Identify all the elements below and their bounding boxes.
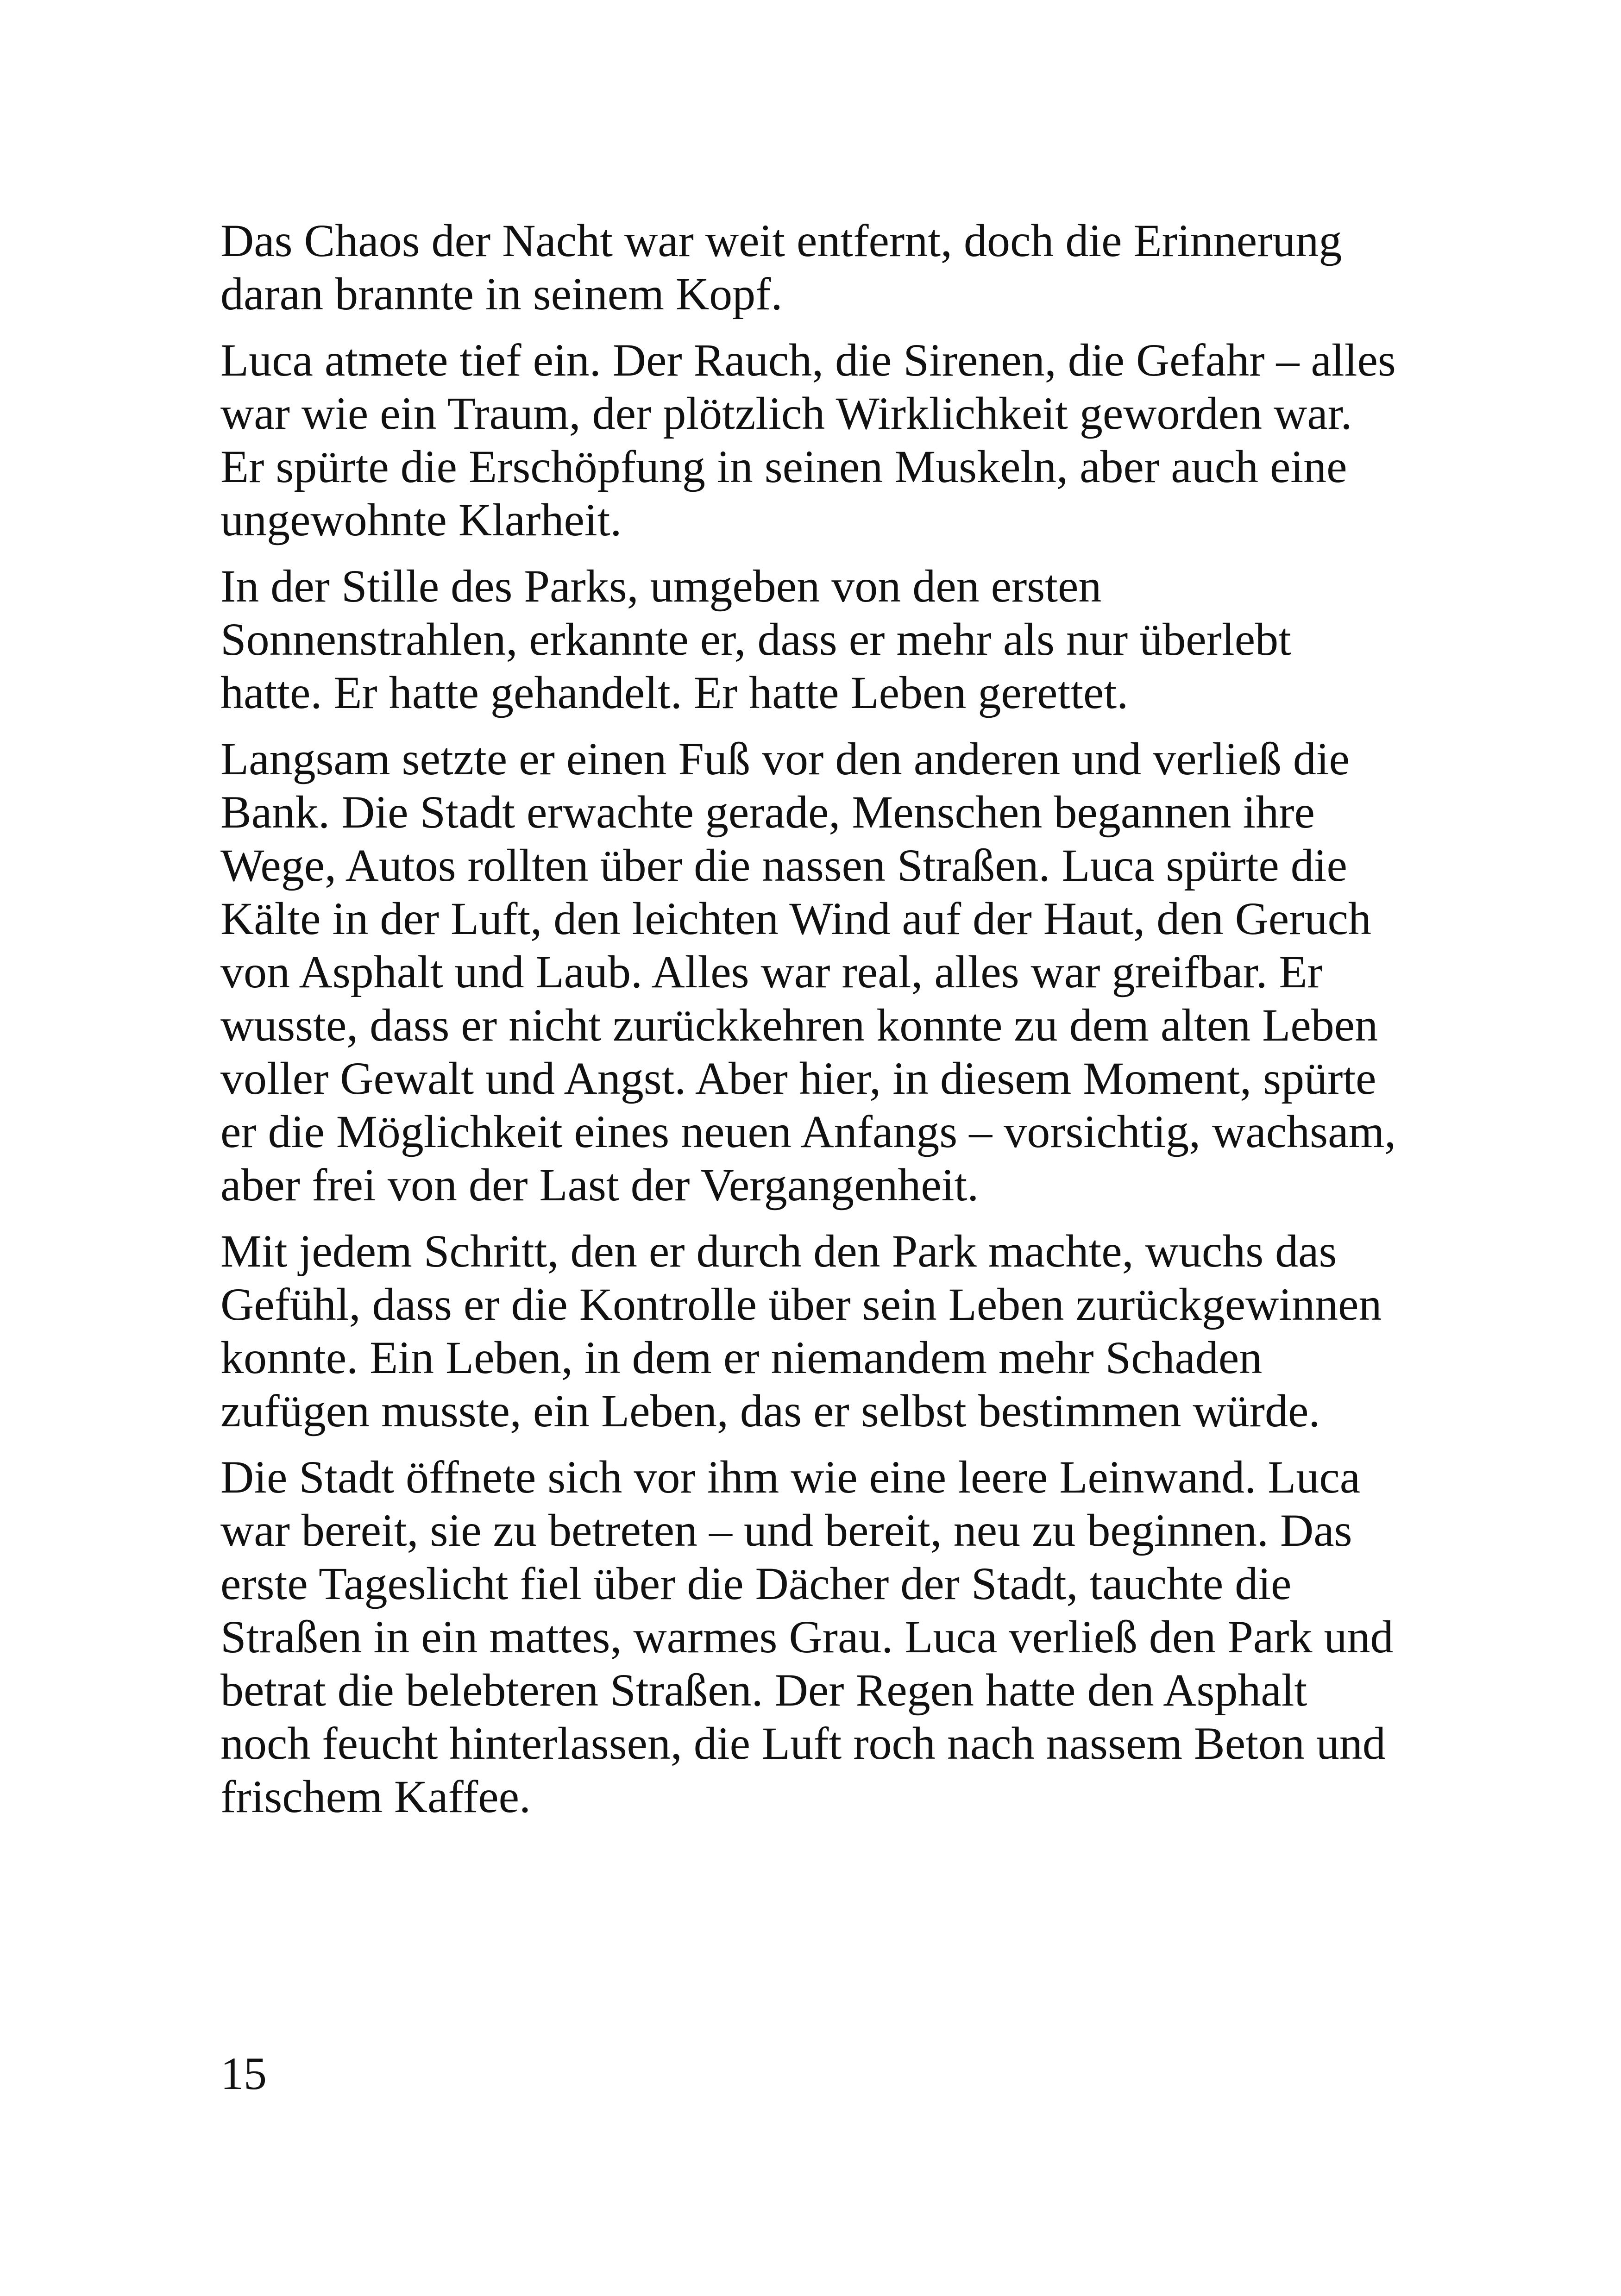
- text-line: betrat die belebteren Straßen. Der Regen hatte den Asphalt: [220, 1664, 1307, 1716]
- paragraph: [220, 1450, 1415, 1823]
- text-line: noch feucht hinterlassen, die Luft roch nach nassem Beton und: [220, 1718, 1386, 1769]
- text-line: Kälte in der Luft, den leichten Wind auf der Haut, den Geruch: [220, 893, 1371, 944]
- paragraph: [220, 214, 1415, 320]
- text-line: war bereit, sie zu betreten – und bereit, neu zu beginnen. Das: [220, 1505, 1352, 1556]
- text-line: aber frei von der Last der Vergangenheit.: [220, 1159, 979, 1211]
- text-line: erste Tageslicht fiel über die Dächer der Stadt, tauchte die: [220, 1558, 1292, 1609]
- paragraph: [220, 559, 1415, 719]
- text-line: frischem Kaffee.: [220, 1771, 531, 1822]
- page-number: 15: [220, 2048, 267, 2099]
- paragraph: [220, 333, 1415, 546]
- text-line: Bank. Die Stadt erwachte gerade, Menschen begannen ihre: [220, 786, 1315, 838]
- text-line: Gefühl, dass er die Kontrolle über sein Leben zurückgewinnen: [220, 1279, 1382, 1330]
- text-line: voller Gewalt und Angst. Aber hier, in diesem Moment, spürte: [220, 1053, 1376, 1104]
- text-line: daran brannte in seinem Kopf.: [220, 268, 783, 320]
- text-line: konnte. Ein Leben, in dem er niemandem mehr Schaden: [220, 1332, 1263, 1383]
- paragraph: [220, 1224, 1415, 1437]
- text-line: wusste, dass er nicht zurückkehren konnte zu dem alten Leben: [220, 999, 1378, 1051]
- paragraph: [220, 732, 1415, 1211]
- text-line: hatte. Er hatte gehandelt. Er hatte Leben gerettet.: [220, 667, 1129, 718]
- text-line: Sonnenstrahlen, erkannte er, dass er mehr als nur überlebt: [220, 614, 1291, 665]
- text-line: Das Chaos der Nacht war weit entfernt, doch die Erinnerung: [220, 215, 1342, 266]
- text-line: Die Stadt öffnete sich vor ihm wie eine leere Leinwand. Luca: [220, 1451, 1361, 1503]
- text-line: von Asphalt und Laub. Alles war real, alles war greifbar. Er: [220, 946, 1323, 997]
- text-line: Er spürte die Erschöpfung in seinen Muskeln, aber auch eine: [220, 441, 1347, 492]
- text-line: Straßen in ein mattes, warmes Grau. Luca verließ den Park und: [220, 1611, 1394, 1662]
- text-line: war wie ein Traum, der plötzlich Wirklichkeit geworden war.: [220, 388, 1352, 439]
- text-line: er die Möglichkeit eines neuen Anfangs – vorsichtig, wachsam,: [220, 1106, 1396, 1157]
- text-line: Luca atmete tief ein. Der Rauch, die Sirenen, die Gefahr – alles: [220, 334, 1396, 386]
- text-line: In der Stille des Parks, umgeben von den ersten: [220, 560, 1102, 612]
- body-text: [220, 214, 1415, 1836]
- text-line: Langsam setzte er einen Fuß vor den anderen und verließ die: [220, 733, 1350, 784]
- text-line: Mit jedem Schritt, den er durch den Park machte, wuchs das: [220, 1225, 1337, 1277]
- text-line: zufügen musste, ein Leben, das er selbst bestimmen würde.: [220, 1385, 1320, 1437]
- text-line: ungewohnte Klarheit.: [220, 494, 622, 546]
- text-line: Wege, Autos rollten über die nassen Straßen. Luca spürte die: [220, 840, 1347, 891]
